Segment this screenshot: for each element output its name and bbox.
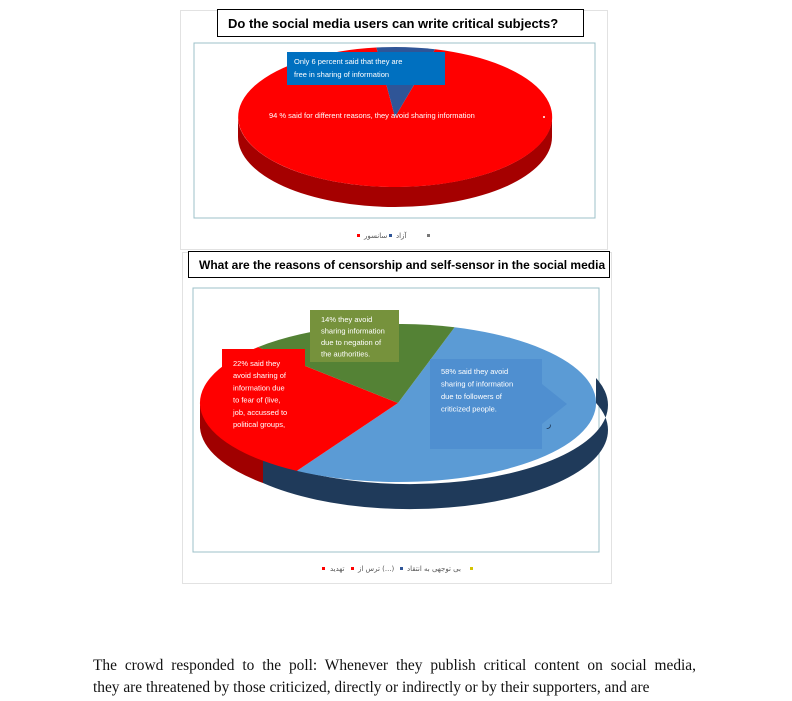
- chart-2-legend-swatch-red2: [351, 567, 354, 570]
- chart-2-legend-swatch-red: [322, 567, 325, 570]
- chart-2-title: What are the reasons of censorship and self-sensor in the social media: [188, 251, 610, 278]
- chart-1-legend-swatch-grey: [427, 234, 430, 237]
- chart-2-legend-1: تهدید: [330, 565, 345, 573]
- chart-2-legend-3: بی توجهی به انتقاد: [407, 565, 461, 573]
- chart-1-label-blue-line2: free in sharing of information: [294, 70, 390, 79]
- paragraph-line-2: they are threatened by those criticized, directly or indirectly or by their supporters, and are: [93, 679, 650, 696]
- chart-1-legend-1: سانسور: [364, 232, 388, 240]
- c2-red-lines-line: to fear of (live,: [233, 395, 281, 405]
- chart-2-legend-2: ترس از (...): [358, 565, 395, 573]
- c2-red-lines-line: 22% said they: [233, 359, 281, 368]
- chart-1-label-red: 94 % said for different reasons, they avoid sharing information: [269, 111, 475, 120]
- body-paragraph: [93, 655, 696, 699]
- c2-red-lines-line: avoid sharing of: [233, 371, 286, 381]
- chart-2-legend-swatch-yellow: [470, 567, 473, 570]
- c2-blue-lines-line: criticized people.: [441, 404, 497, 414]
- c2-green-lines-line: due to negation of: [321, 338, 382, 347]
- chart-1-legend-2: آزاد: [396, 232, 407, 240]
- paragraph-line-1: The crowd responded to the poll: Whenever they publish critical content on social media,: [93, 657, 696, 674]
- chart-1-legend-swatch-red: [357, 234, 360, 237]
- c2-blue-lines-line: 58% said they avoid: [441, 367, 509, 376]
- chart-1-title: Do the social media users can write critical subjects?: [217, 9, 584, 37]
- chart-1-dot: [543, 116, 545, 118]
- chart-1-legend-swatch-blue: [389, 234, 392, 237]
- c2-blue-lines-line: sharing of information: [441, 379, 514, 389]
- c2-red-lines-line: information due: [233, 383, 285, 393]
- c2-blue-lines-line: due to followers of: [441, 392, 502, 401]
- c2-red-lines-line: job, accussed to: [233, 407, 288, 417]
- c2-red-lines-line: political groups,: [233, 420, 286, 429]
- c2-green-lines-line: 14% they avoid: [321, 315, 373, 324]
- chart-2-mark: ر: [547, 420, 552, 430]
- chart-1-label-blue-line1: Only 6 percent said that they are: [294, 57, 403, 66]
- chart-2-legend-swatch-blue: [400, 567, 403, 570]
- c2-green-lines-line: sharing information: [321, 326, 385, 336]
- c2-green-lines-line: the authorities.: [321, 349, 371, 359]
